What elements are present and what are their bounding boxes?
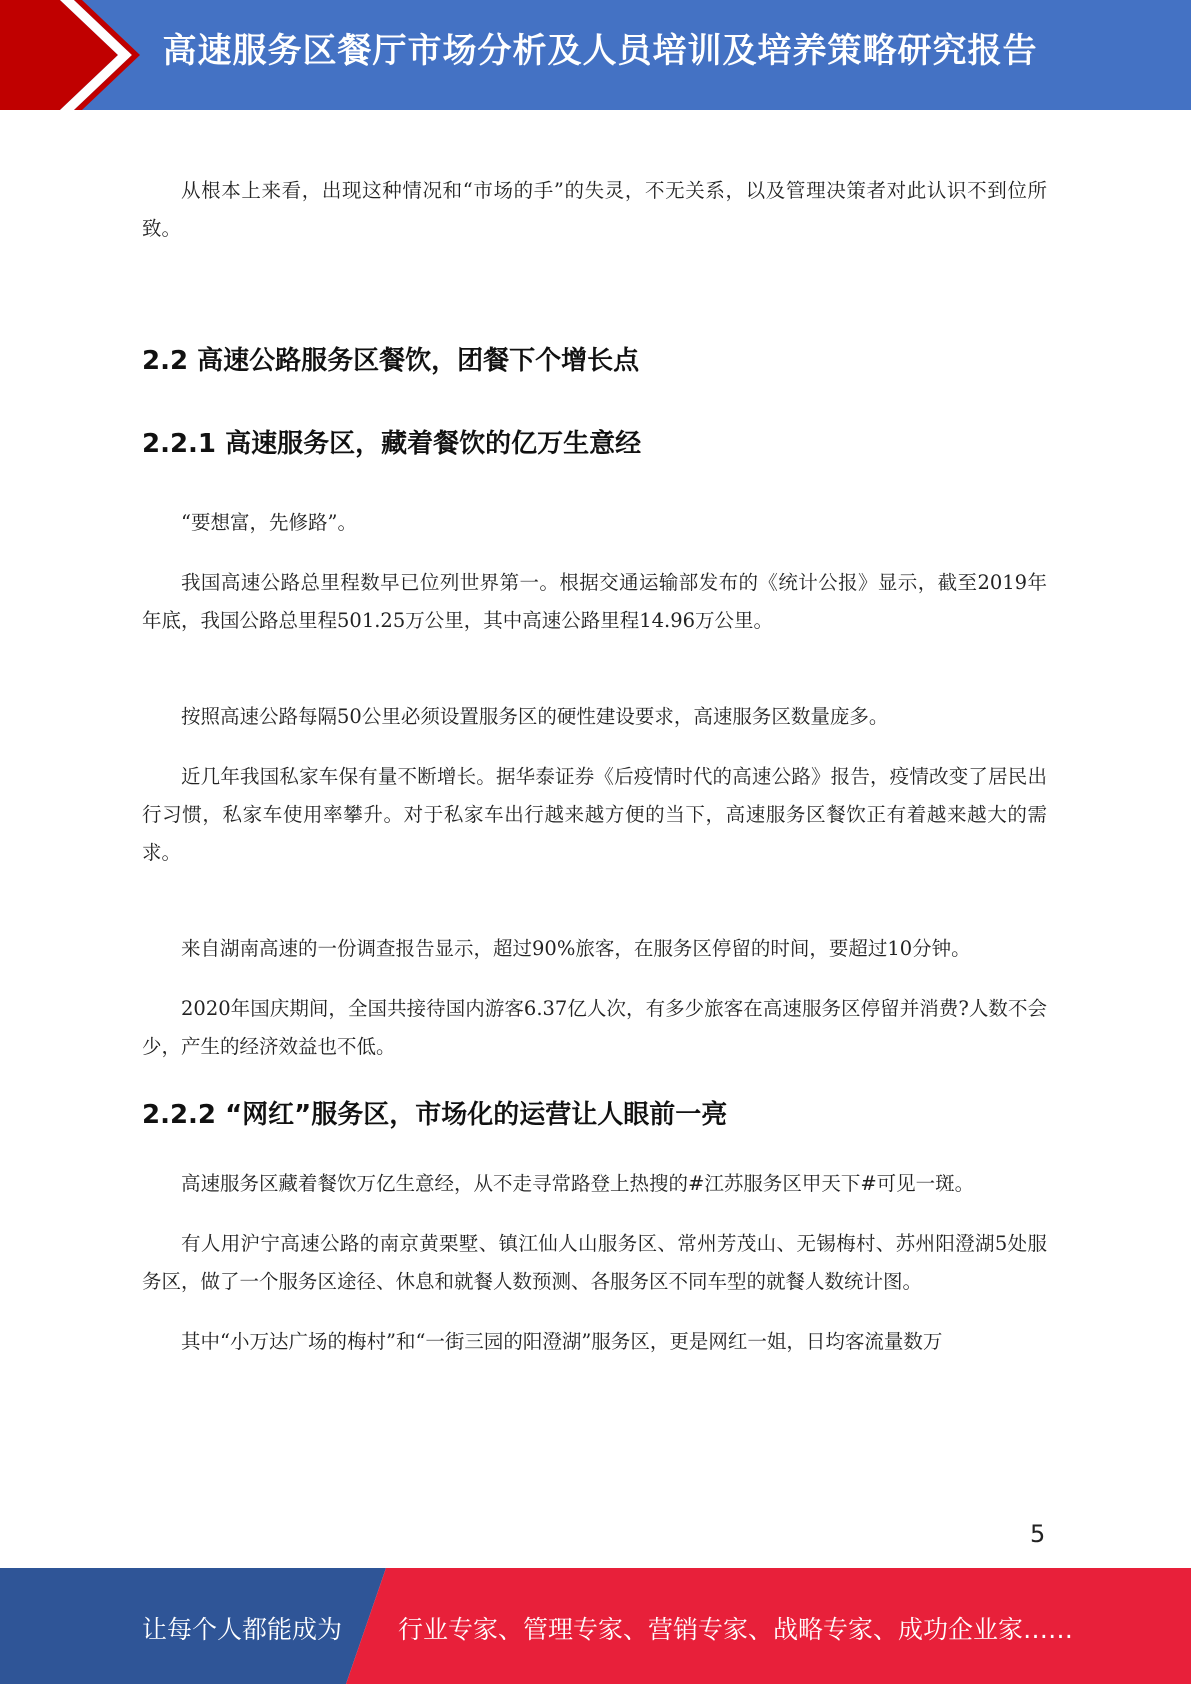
- document-title: 高速服务区餐厅市场分析及人员培训及培养策略研究报告: [162, 31, 1038, 71]
- paragraph: 高速服务区藏着餐饮万亿生意经，从不走寻常路登上热搜的#江苏服务区甲天下#可见一斑。: [181, 1172, 975, 1195]
- paragraph: 按照高速公路每隔50公里必须设置服务区的硬性建设要求，高速服务区数量庞多。: [181, 705, 889, 728]
- footer-slogan-right: 行业专家、管理专家、营销专家、战略专家、成功企业家……: [398, 1615, 1074, 1644]
- page-header: [0, 0, 1191, 110]
- subsection-heading-2-2-1: 2.2.1 高速服务区，藏着餐饮的亿万生意经: [142, 429, 642, 459]
- paragraph: 我国高速公路总里程数早已位列世界第一。根据交通运输部发布的《统计公报》显示，截至2019年年底，我国公路总里程501.25万公里，其中高速公路里程14.96万公里。: [142, 571, 1047, 632]
- paragraph: “要想富，先修路”。: [181, 511, 357, 534]
- subsection-heading-2-2-2: 2.2.2 “网红”服务区，市场化的运营让人眼前一亮: [142, 1100, 728, 1130]
- footer-slogan-left: 让每个人都能成为: [142, 1615, 343, 1644]
- paragraph: 从根本上来看，出现这种情况和“市场的手”的失灵，不无关系，以及管理决策者对此认识不到位所致。: [142, 179, 1047, 240]
- paragraph: 2020年国庆期间，全国共接待国内游客6.37亿人次，有多少旅客在高速服务区停留并消费?人数不会少，产生的经济效益也不低。: [142, 997, 1047, 1058]
- page-footer: [0, 1568, 1191, 1684]
- paragraph: 来自湖南高速的一份调查报告显示，超过90%旅客，在服务区停留的时间，要超过10分钟。: [181, 937, 971, 960]
- paragraph: 有人用沪宁高速公路的南京黄栗墅、镇江仙人山服务区、常州芳茂山、无锡梅村、苏州阳澄湖5处服务区，做了一个服务区途径、休息和就餐人数预测、各服务区不同车型的就餐人数统计图。: [142, 1232, 1047, 1293]
- paragraph: 其中“小万达广场的梅村”和“一街三园的阳澄湖”服务区，更是网红一姐，日均客流量数万: [181, 1330, 943, 1353]
- paragraph: 近几年我国私家车保有量不断增长。据华泰证券《后疫情时代的高速公路》报告，疫情改变了居民出行习惯，私家车使用率攀升。对于私家车出行越来越方便的当下，高速服务区餐饮正有着越来越大的需求。: [142, 765, 1047, 864]
- page-number: 5: [1030, 1520, 1046, 1548]
- page-content: [142, 172, 1047, 1361]
- section-heading-2-2: 2.2 高速公路服务区餐饮，团餐下个增长点: [142, 346, 640, 376]
